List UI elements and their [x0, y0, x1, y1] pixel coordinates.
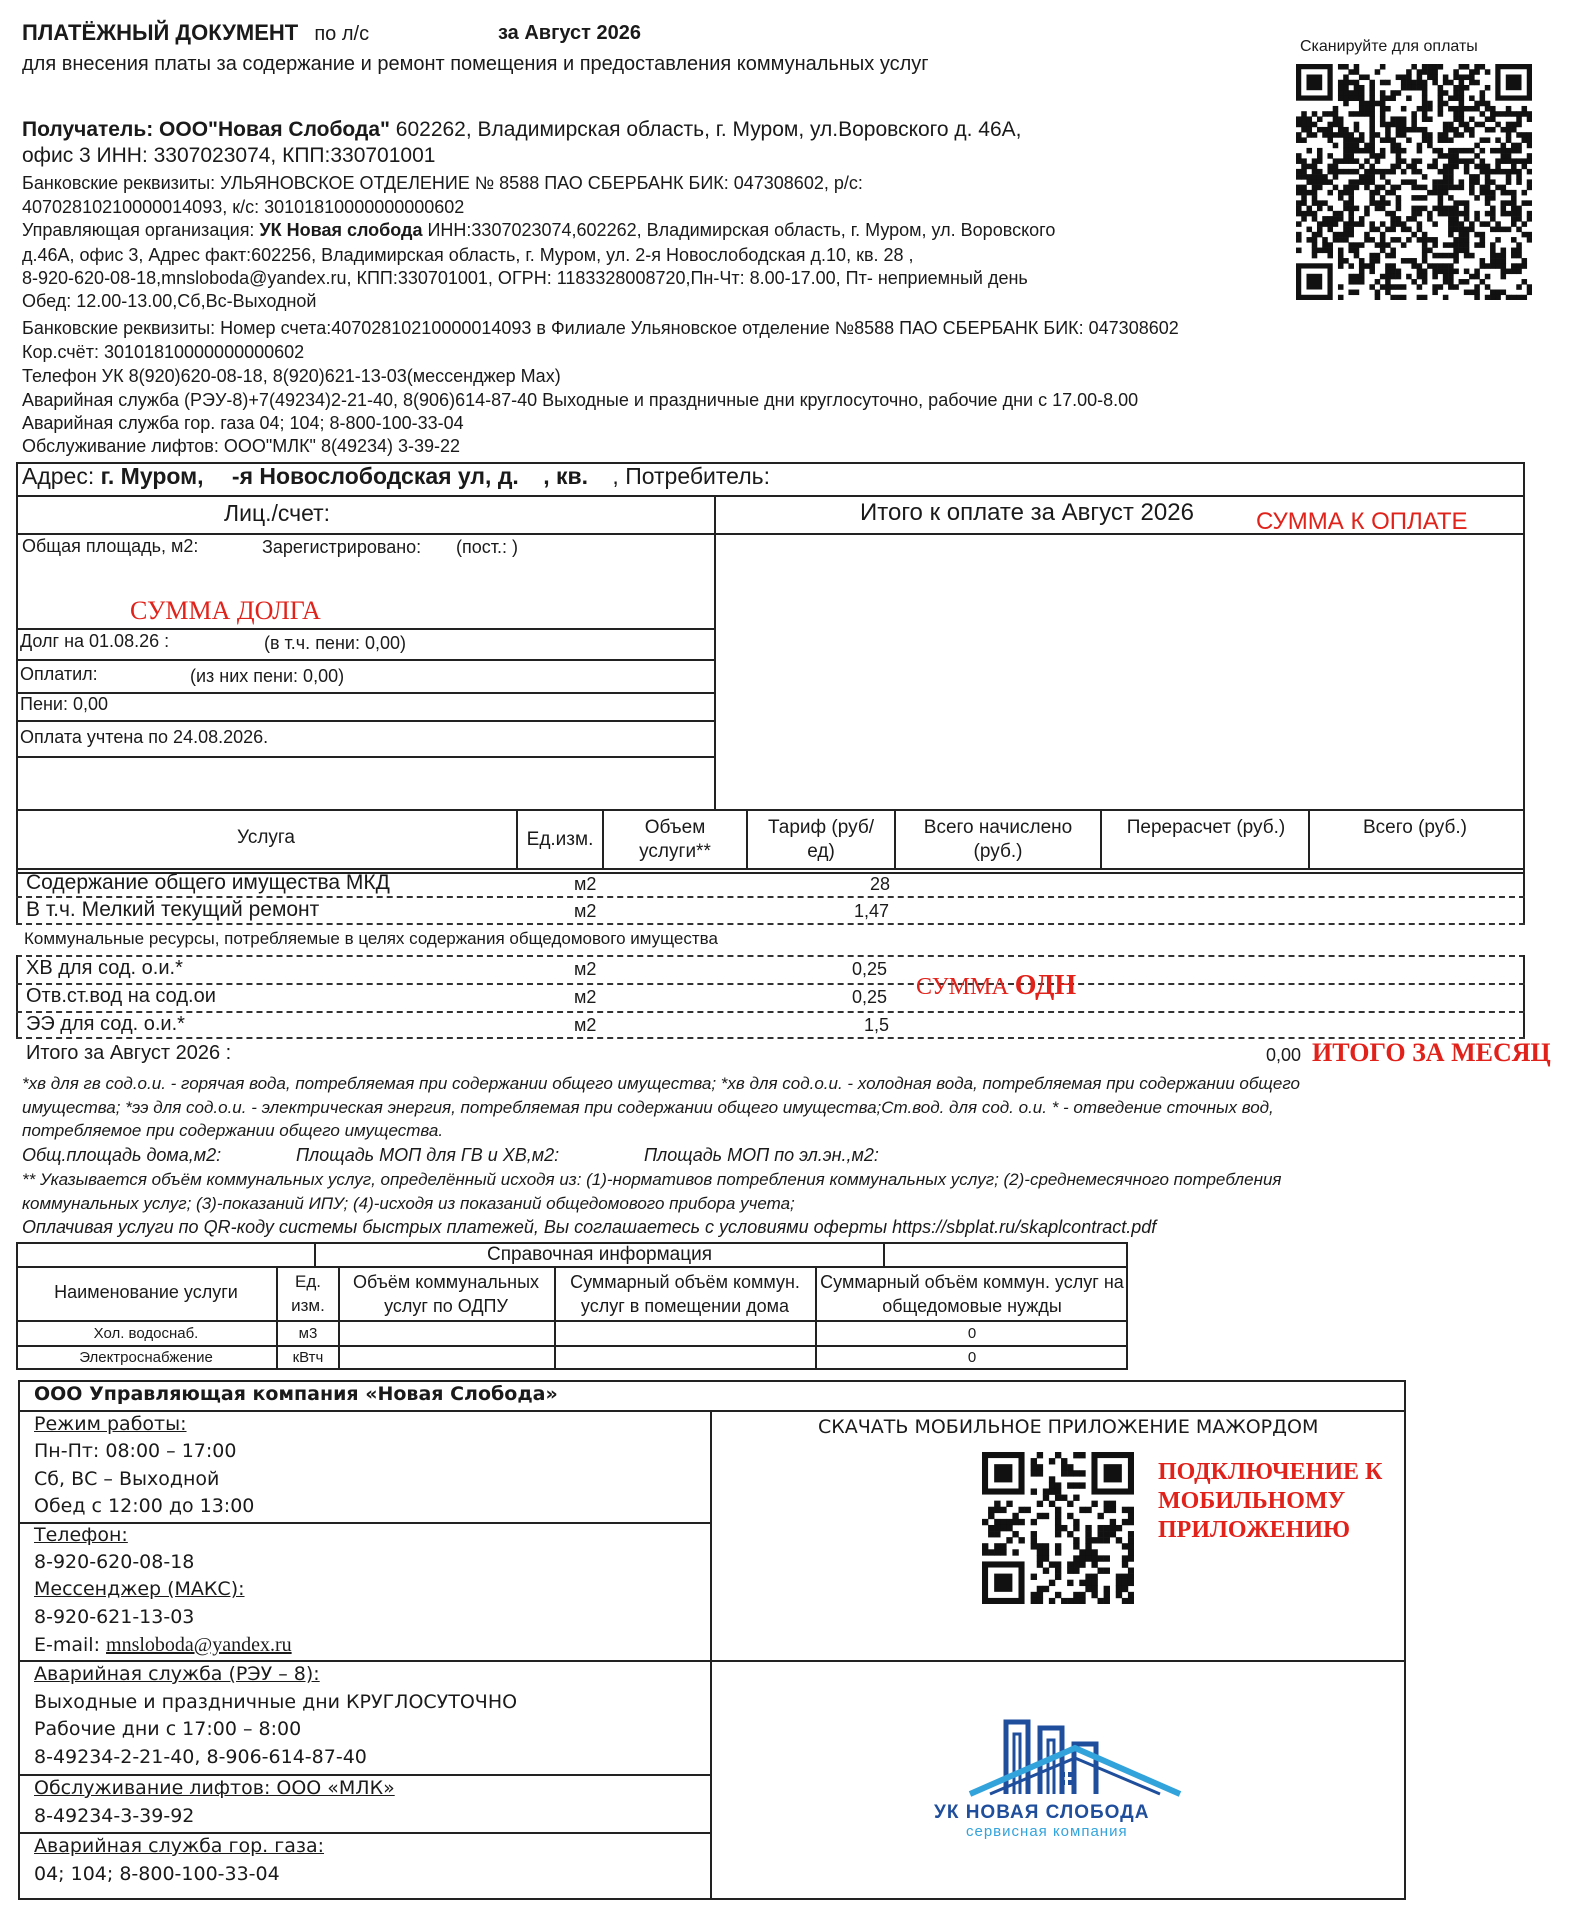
emergency-service: Аварийная служба (РЭУ-8)+7(49234)2-21-40, 8(906)614-87-40 Выходные и праздничные дни круглосуточно, рабочие дни с 17.00-8.00	[22, 390, 1139, 410]
total-due-note: СУММА К ОПЛАТЕ	[1256, 508, 1468, 535]
lift-phone[interactable]: 8-49234-3-39-92	[34, 1805, 195, 1827]
service-tariff: 28	[870, 874, 891, 894]
ref-row-service: Электроснабжение	[79, 1349, 213, 1366]
footnote-5: коммунальных услуг; (3)-показаний ИПУ; (4)-исходя из показаний общедомового прибора учета;	[22, 1194, 795, 1213]
scan-label: Сканируйте для оплаты	[1300, 38, 1478, 55]
col-charged: Всего начислено (руб.)	[923, 817, 1073, 862]
hours-label: Режим работы:	[34, 1413, 187, 1435]
correspondent-account: Кор.счёт: 30101810000000000602	[22, 342, 305, 362]
col-unit: Ед.изм.	[526, 829, 594, 850]
paid-through: Оплата учтена по 24.08.2026.	[20, 727, 269, 747]
service-tariff: 1,47	[854, 901, 890, 921]
table-row	[26, 985, 216, 1008]
col-total: Всего (руб.)	[1363, 817, 1467, 838]
ref-row-service: Хол. водоснаб.	[93, 1325, 199, 1342]
registered-label: Зарегистрировано:	[262, 537, 422, 557]
table-row	[26, 871, 390, 895]
email-line: E-mail: mnsloboda@yandex.ru	[34, 1634, 292, 1656]
service-tariff: 0,25	[852, 987, 888, 1007]
service-unit: м2	[574, 959, 597, 979]
lift-label: Обслуживание лифтов: ООО «МЛК»	[34, 1777, 395, 1799]
service-name: В т.ч. Мелкий текущий ремонт	[26, 898, 320, 921]
ref-row-common: 0	[967, 1349, 977, 1366]
mop-water-area-label: Площадь МОП для ГВ и ХВ,м2:	[296, 1145, 560, 1165]
table-row	[26, 898, 319, 922]
recipient-inn: офис 3 ИНН: 3307023074, КПП:330701001	[22, 144, 436, 167]
service-name: ЭЭ для сод. о.и.*	[26, 1013, 185, 1035]
emergency-phones[interactable]: 8-49234-2-21-40, 8-906-614-87-40	[34, 1746, 367, 1768]
month-total-note: ИТОГО ЗА МЕСЯЦ	[1312, 1038, 1551, 1067]
service-name: ХВ для сод. о.и.*	[26, 957, 183, 979]
paid-peni: (из них пени: 0,00)	[190, 666, 345, 686]
communal-heading: Коммунальные ресурсы, потребляемые в целях содержания общедомового имущества	[24, 929, 718, 948]
ref-col-common: Суммарный объём коммун. услуг на общедомовые нужды	[820, 1272, 1124, 1316]
debt-label: Долг на 01.08.26 :	[20, 631, 170, 651]
hours-weekend: Сб, ВС – Выходной	[34, 1468, 220, 1490]
company-title: ООО Управляющая компания «Новая Слобода»	[34, 1383, 558, 1405]
document-subtitle: для внесения платы за содержание и ремонт помещения и предоставления коммунальных услуг	[22, 53, 929, 75]
phone-label: Телефон:	[34, 1524, 128, 1546]
lift-service: Обслуживание лифтов: ООО"МЛК" 8(49234) 3-39-22	[22, 436, 461, 456]
debt-note: СУММА ДОЛГА	[130, 596, 321, 625]
service-unit: м2	[574, 1015, 597, 1035]
table-row	[26, 957, 183, 980]
service-unit: м2	[574, 874, 597, 894]
app-connect-note: ПОДКЛЮЧЕНИЕ К МОБИЛЬНОМУ ПРИЛОЖЕНИЮ	[1158, 1459, 1383, 1543]
month-total-label: Итого за Август 2026 :	[26, 1042, 232, 1064]
odn-note: СУММА ОДН	[916, 970, 1077, 1001]
phone-number[interactable]: 8-920-620-08-18	[34, 1551, 195, 1573]
service-unit: м2	[574, 987, 597, 1007]
ref-col-premises: Суммарный объём коммун. услуг в помещении дома	[570, 1272, 800, 1316]
emergency-label: Аварийная служба (РЭУ – 8):	[34, 1663, 320, 1685]
hours-weekdays: Пн-Пт: 08:00 – 17:00	[34, 1440, 237, 1462]
ref-col-odpu: Объём коммунальных услуг по ОДПУ	[352, 1272, 540, 1316]
service-name: Содержание общего имущества МКД	[26, 871, 390, 894]
paid-label: Оплатил:	[20, 664, 98, 684]
logo-name: УК НОВАЯ СЛОБОДА	[934, 1802, 1150, 1823]
service-unit: м2	[574, 901, 597, 921]
payment-qr-code[interactable]	[1296, 64, 1532, 300]
account-prefix: по л/с	[314, 23, 370, 45]
ref-row-common: 0	[967, 1325, 977, 1342]
mop-electric-area-label: Площадь МОП по эл.эн.,м2:	[644, 1145, 879, 1165]
footnote-3: потребляемое при содержании общего имущества.	[22, 1121, 444, 1140]
management-address: д.46А, офис 3, Адрес факт:602256, Владимирская область, г. Муром, ул. 2-я Новослободская д.10, кв. 28 ,	[22, 245, 914, 265]
uk-phone: Телефон УК 8(920)620-08-18, 8(920)621-13-03(мессенджер Max)	[22, 366, 561, 386]
footnote-4: ** Указывается объём коммунальных услуг, определённый исходя из: (1)-нормативов потребления коммунальных услуг; (2)-среднемесячного потребления	[22, 1170, 1282, 1189]
house-area-label: Общ.площадь дома,м2:	[22, 1145, 222, 1165]
logo-subtitle: сервисная компания	[966, 1823, 1128, 1840]
management-lunch: Обед: 12.00-13.00,Сб,Вс-Выходной	[22, 291, 317, 311]
service-tariff: 1,5	[864, 1015, 890, 1035]
total-due-label: Итого к оплате за Август 2026	[860, 499, 1194, 526]
footnote-offer: Оплачивая услуги по QR-коду системы быстрых платежей, Вы соглашаетесь с условиями оферты https://sbplat.ru/skaplcontract.pdf	[22, 1217, 1157, 1237]
table-row	[26, 1013, 185, 1036]
gas-label: Аварийная служба гор. газа:	[34, 1835, 325, 1857]
total-area-label: Общая площадь, м2:	[22, 536, 199, 556]
footnote-1: *хв для гв сод.о.и. - горячая вода, потребляемая при содержании общего имущества; *хв для сод.о.и. - холодная вода, потребляемая при содержании общего	[22, 1074, 1300, 1093]
ref-row-unit: м3	[298, 1325, 318, 1342]
bank-details-1: Банковские реквизиты: УЛЬЯНОВСКОЕ ОТДЕЛЕНИЕ № 8588 ПАО СБЕРБАНК БИК: 047308602, р/с:	[22, 173, 863, 193]
debt-peni: (в т.ч. пени: 0,00)	[264, 633, 406, 653]
messenger-number[interactable]: 8-920-621-13-03	[34, 1606, 195, 1628]
app-download-label: СКАЧАТЬ МОБИЛЬНОЕ ПРИЛОЖЕНИЕ МАЖОРДОМ	[818, 1416, 1319, 1438]
management-contacts: 8-920-620-08-18,mnsloboda@yandex.ru, КПП:330701001, ОГРН: 1183328008720,Пн-Чт: 8.00-17.00, Пт- неприемный день	[22, 268, 1028, 288]
peni-label: Пени: 0,00	[20, 694, 108, 714]
registered-post: (пост.: )	[456, 537, 518, 557]
ref-col-service: Наименование услуги	[54, 1282, 238, 1302]
account-label: Лиц./счет:	[224, 500, 331, 526]
col-recalc: Перерасчет (руб.)	[1126, 817, 1286, 838]
bank-details-2: 40702810210000014093, к/с: 30101810000000000602	[22, 197, 465, 217]
recipient-line: Получатель: ООО"Новая Слобода" 602262, Владимирская область, г. Муром, ул.Воровского д. 46А,	[22, 118, 1022, 141]
company-logo-icon	[950, 1714, 1200, 1798]
gas-service: Аварийная служба гор. газа 04; 104; 8-800-100-33-04	[22, 413, 464, 433]
hours-lunch: Обед с 12:00 до 13:00	[34, 1495, 255, 1517]
col-tariff: Тариф (руб/ед)	[768, 817, 874, 862]
email-link[interactable]: mnsloboda@yandex.ru	[106, 1634, 292, 1656]
ref-col-unit: Ед. изм.	[291, 1272, 325, 1315]
gas-phones[interactable]: 04; 104; 8-800-100-33-04	[34, 1863, 280, 1885]
emergency-workdays: Рабочие дни с 17:00 – 8:00	[34, 1718, 302, 1740]
document-title: ПЛАТЁЖНЫЙ ДОКУМЕНТ по л/с	[22, 20, 370, 45]
bank-details-3: Банковские реквизиты: Номер счета:40702810210000014093 в Филиале Ульяновское отделение №8588 ПАО СБЕРБАНК БИК: 047308602	[22, 318, 1179, 338]
month-total-value: 0,00	[1266, 1045, 1302, 1065]
management-org: Управляющая организация: УК Новая слобода ИНН:3307023074,602262, Владимирская область, г. Муром, ул. Воровского	[22, 220, 1056, 240]
billing-period: за Август 2026	[498, 22, 642, 44]
address-line: Адрес: г. Муром, -я Новослободская ул, д. , кв. , Потребитель:	[22, 463, 770, 489]
reference-title: Справочная информация	[487, 1244, 712, 1265]
col-volume: Объем услуги**	[639, 817, 711, 862]
emergency-weekend: Выходные и праздничные дни КРУГЛОСУТОЧНО	[34, 1691, 518, 1713]
service-name: Отв.ст.вод на сод.ои	[26, 985, 216, 1007]
messenger-label: Мессенджер (МАКС):	[34, 1578, 245, 1600]
ref-row-unit: кВтч	[292, 1349, 324, 1366]
app-qr-code[interactable]	[982, 1452, 1134, 1604]
footnote-2: имущества; *ээ для сод.о.и. - электрическая энергия, потребляемая при содержании общего имущества;Ст.вод. для сод. о.и. * - отведение сточных вод,	[22, 1098, 1274, 1117]
service-tariff: 0,25	[852, 959, 888, 979]
col-service: Услуга	[237, 827, 295, 848]
